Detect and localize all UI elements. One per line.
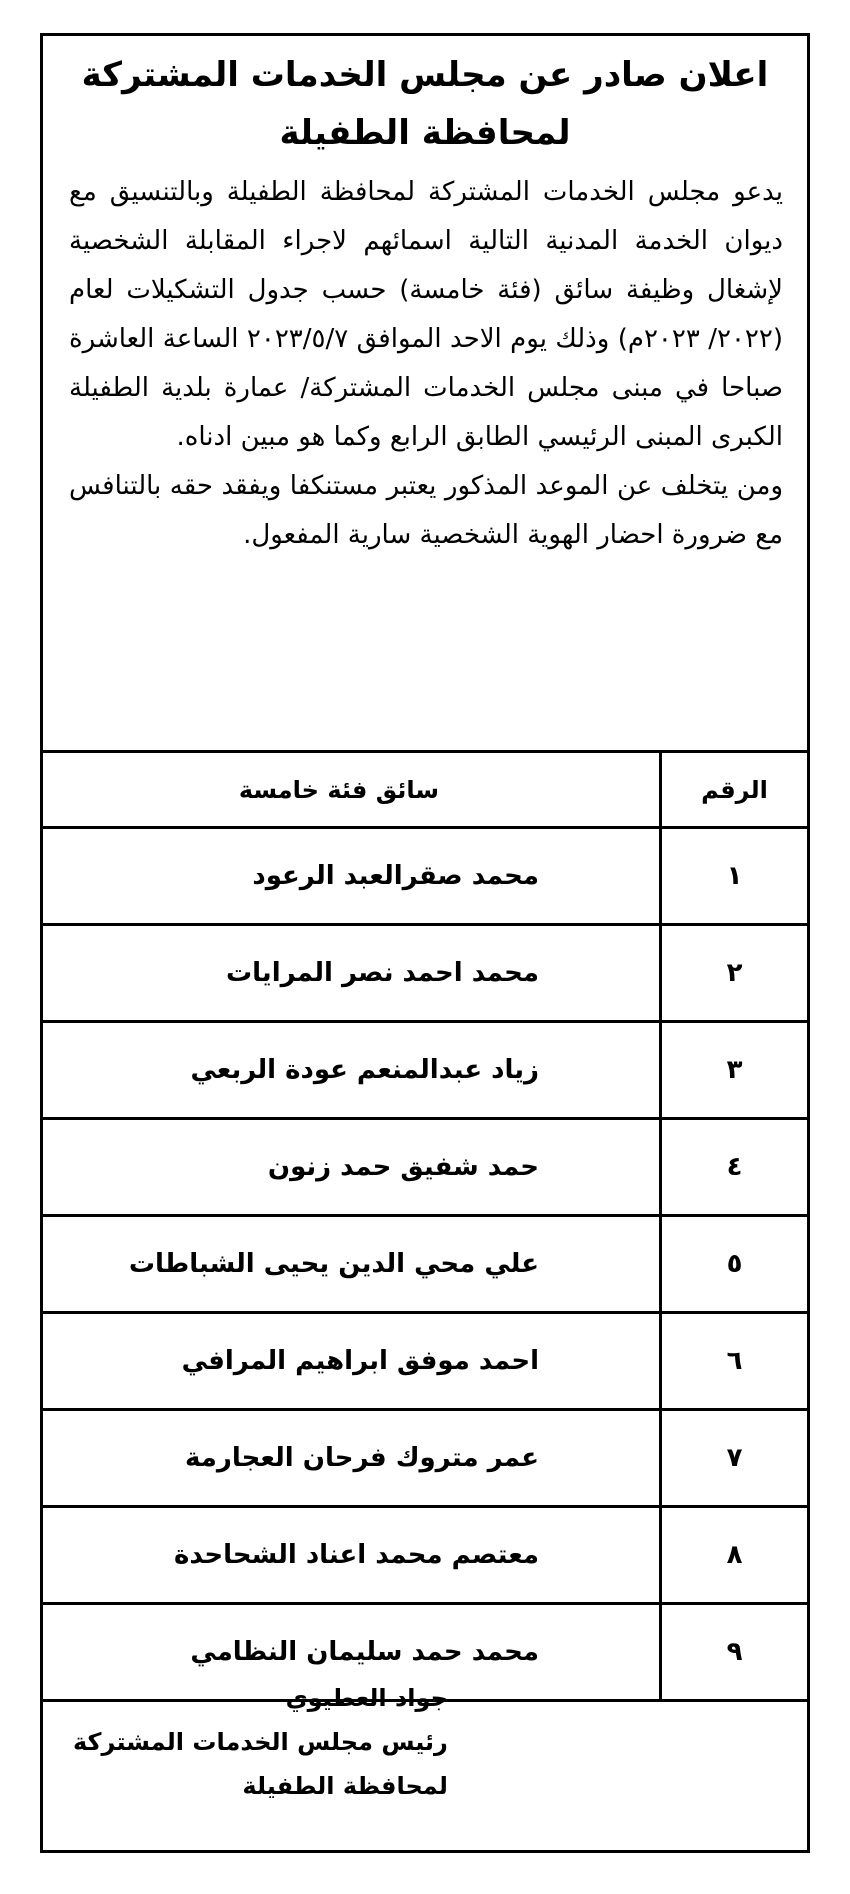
row-number: ٢ xyxy=(661,925,809,1022)
table-row xyxy=(42,1313,809,1410)
announcement-title xyxy=(43,36,807,162)
table-row xyxy=(42,1022,809,1119)
header-number: الرقم xyxy=(661,752,809,828)
row-name: محمد احمد نصر المرايات xyxy=(42,925,661,1022)
title-line-1: اعلان صادر عن مجلس الخدمات المشتركة xyxy=(81,55,769,95)
signatory-position: رئيس مجلس الخدمات المشتركة xyxy=(73,1728,448,1756)
announcement-frame xyxy=(40,33,810,1853)
row-number: ٨ xyxy=(661,1507,809,1604)
row-number: ٦ xyxy=(661,1313,809,1410)
row-number: ١ xyxy=(661,828,809,925)
row-name: معتصم محمد اعناد الشحاحدة xyxy=(42,1507,661,1604)
table-row xyxy=(42,828,809,925)
row-name: عمر متروك فرحان العجارمة xyxy=(42,1410,661,1507)
candidates-table xyxy=(40,750,810,1702)
table-row xyxy=(42,1507,809,1604)
table-row xyxy=(42,925,809,1022)
row-name: محمد حمد سليمان النظامي xyxy=(42,1604,661,1701)
table-row xyxy=(42,1119,809,1216)
row-number: ٤ xyxy=(661,1119,809,1216)
row-number: ٣ xyxy=(661,1022,809,1119)
table-header-row xyxy=(42,752,809,828)
row-name: احمد موفق ابراهيم المرافي xyxy=(42,1313,661,1410)
signatory-name: جواد العطيوي xyxy=(285,1684,448,1712)
row-name: محمد صقرالعبد الرعود xyxy=(42,828,661,925)
table-row xyxy=(42,1216,809,1313)
row-number: ٩ xyxy=(661,1604,809,1701)
row-name: علي محي الدين يحيى الشباطات xyxy=(42,1216,661,1313)
row-name: زياد عبدالمنعم عودة الربعي xyxy=(42,1022,661,1119)
absence-notice-paragraph: ومن يتخلف عن الموعد المذكور يعتبر مستنكفا ويفقد حقه بالتنافس مع ضرورة احضار الهوية الشخصية سارية المفعول. xyxy=(69,471,783,550)
announcement-body xyxy=(43,162,807,560)
signatory-governorate: لمحافظة الطفيلة xyxy=(242,1772,448,1800)
signature-block xyxy=(73,1676,448,1808)
row-name: حمد شفيق حمد زنون xyxy=(42,1119,661,1216)
header-name: سائق فئة خامسة xyxy=(42,752,661,828)
row-number: ٧ xyxy=(661,1410,809,1507)
row-number: ٥ xyxy=(661,1216,809,1313)
table-row xyxy=(42,1410,809,1507)
title-line-2: لمحافظة الطفيلة xyxy=(279,113,571,153)
invitation-paragraph: يدعو مجلس الخدمات المشتركة لمحافظة الطفيلة وبالتنسيق مع ديوان الخدمة المدنية التالية اسمائهم لاجراء المقابلة الشخصية لإشغال وظيفة سائق (فئة خامسة) حسب جدول التشكيلات لعام (٢٠٢٢/ ٢٠٢٣م) وذلك يوم الاحد الموافق ٢٠٢٣/٥/٧ الساعة العاشرة صباحا في مبنى مجلس الخدمات المشتركة/ عمارة بلدية الطفيلة الكبرى المبنى الرئيسي الطابق الرابع وكما هو مبين ادناه. xyxy=(69,177,784,452)
